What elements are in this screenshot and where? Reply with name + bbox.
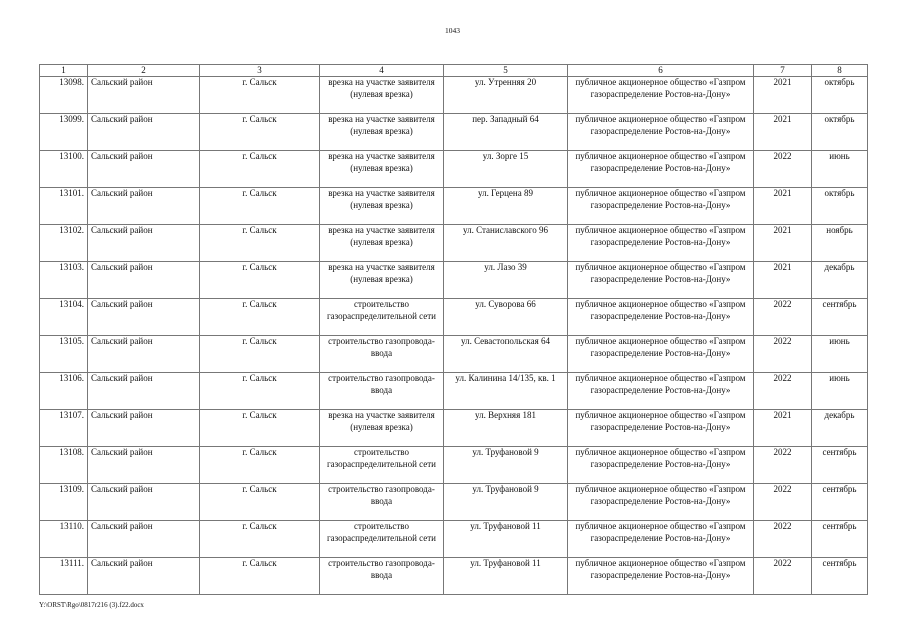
row-number-cell: 13108. bbox=[40, 447, 88, 484]
table-row bbox=[40, 484, 868, 521]
column-header: 4 bbox=[320, 65, 444, 77]
address-cell: ул. Труфановой 11 bbox=[444, 558, 568, 595]
year-cell: 2022 bbox=[754, 558, 812, 595]
work-type-cell: строительство газопровода-ввода bbox=[320, 373, 444, 410]
settlement-cell: г. Сальск bbox=[200, 151, 320, 188]
district-cell: Сальский район bbox=[88, 77, 200, 114]
table-row bbox=[40, 410, 868, 447]
district-cell: Сальский район bbox=[88, 484, 200, 521]
gasification-table bbox=[39, 64, 868, 595]
month-cell: сентябрь bbox=[812, 521, 868, 558]
work-type-cell: строительство газораспределительной сети bbox=[320, 299, 444, 336]
column-header: 7 bbox=[754, 65, 812, 77]
row-number-cell: 13111. bbox=[40, 558, 88, 595]
year-cell: 2021 bbox=[754, 77, 812, 114]
district-cell: Сальский район bbox=[88, 225, 200, 262]
table-row bbox=[40, 188, 868, 225]
district-cell: Сальский район bbox=[88, 262, 200, 299]
settlement-cell: г. Сальск bbox=[200, 447, 320, 484]
organization-cell: публичное акционерное общество «Газпром газораспределение Ростов-на-Дону» bbox=[568, 447, 754, 484]
address-cell: ул. Лазо 39 bbox=[444, 262, 568, 299]
column-header: 5 bbox=[444, 65, 568, 77]
settlement-cell: г. Сальск bbox=[200, 521, 320, 558]
work-type-cell: врезка на участке заявителя (нулевая врезка) bbox=[320, 410, 444, 447]
address-cell: ул. Труфановой 9 bbox=[444, 484, 568, 521]
address-cell: ул. Труфановой 9 bbox=[444, 447, 568, 484]
file-path-footer: Y:\ORST\Rgo\0817r216 (3).f22.docx bbox=[39, 601, 144, 609]
work-type-cell: врезка на участке заявителя (нулевая врезка) bbox=[320, 188, 444, 225]
address-cell: ул. Зорге 15 bbox=[444, 151, 568, 188]
row-number-cell: 13106. bbox=[40, 373, 88, 410]
table-row bbox=[40, 225, 868, 262]
table-row bbox=[40, 558, 868, 595]
row-number-cell: 13107. bbox=[40, 410, 88, 447]
year-cell: 2022 bbox=[754, 151, 812, 188]
district-cell: Сальский район bbox=[88, 151, 200, 188]
year-cell: 2022 bbox=[754, 336, 812, 373]
district-cell: Сальский район bbox=[88, 447, 200, 484]
column-header: 8 bbox=[812, 65, 868, 77]
row-number-cell: 13100. bbox=[40, 151, 88, 188]
district-cell: Сальский район bbox=[88, 188, 200, 225]
address-cell: ул. Верхняя 181 bbox=[444, 410, 568, 447]
organization-cell: публичное акционерное общество «Газпром газораспределение Ростов-на-Дону» bbox=[568, 114, 754, 151]
work-type-cell: врезка на участке заявителя (нулевая врезка) bbox=[320, 225, 444, 262]
work-type-cell: врезка на участке заявителя (нулевая врезка) bbox=[320, 114, 444, 151]
row-number-cell: 13104. bbox=[40, 299, 88, 336]
month-cell: сентябрь bbox=[812, 558, 868, 595]
address-cell: пер. Западный 64 bbox=[444, 114, 568, 151]
settlement-cell: г. Сальск bbox=[200, 77, 320, 114]
year-cell: 2021 bbox=[754, 262, 812, 299]
organization-cell: публичное акционерное общество «Газпром газораспределение Ростов-на-Дону» bbox=[568, 77, 754, 114]
address-cell: ул. Калинина 14/135, кв. 1 bbox=[444, 373, 568, 410]
work-type-cell: строительство газопровода-ввода bbox=[320, 484, 444, 521]
month-cell: сентябрь bbox=[812, 299, 868, 336]
table-row bbox=[40, 77, 868, 114]
year-cell: 2021 bbox=[754, 114, 812, 151]
address-cell: ул. Труфановой 11 bbox=[444, 521, 568, 558]
work-type-cell: врезка на участке заявителя (нулевая врезка) bbox=[320, 77, 444, 114]
settlement-cell: г. Сальск bbox=[200, 114, 320, 151]
table-body bbox=[40, 77, 868, 595]
settlement-cell: г. Сальск bbox=[200, 188, 320, 225]
year-cell: 2022 bbox=[754, 484, 812, 521]
address-cell: ул. Утренняя 20 bbox=[444, 77, 568, 114]
month-cell: октябрь bbox=[812, 77, 868, 114]
month-cell: июнь bbox=[812, 151, 868, 188]
work-type-cell: строительство газораспределительной сети bbox=[320, 447, 444, 484]
organization-cell: публичное акционерное общество «Газпром газораспределение Ростов-на-Дону» bbox=[568, 262, 754, 299]
table-row bbox=[40, 262, 868, 299]
month-cell: октябрь bbox=[812, 188, 868, 225]
table-row bbox=[40, 336, 868, 373]
work-type-cell: строительство газораспределительной сети bbox=[320, 521, 444, 558]
column-header: 3 bbox=[200, 65, 320, 77]
month-cell: декабрь bbox=[812, 262, 868, 299]
settlement-cell: г. Сальск bbox=[200, 558, 320, 595]
work-type-cell: строительство газопровода-ввода bbox=[320, 336, 444, 373]
table-row bbox=[40, 151, 868, 188]
table-row bbox=[40, 299, 868, 336]
year-cell: 2021 bbox=[754, 225, 812, 262]
district-cell: Сальский район bbox=[88, 299, 200, 336]
page-number: 1043 bbox=[445, 26, 460, 35]
column-header: 2 bbox=[88, 65, 200, 77]
district-cell: Сальский район bbox=[88, 336, 200, 373]
organization-cell: публичное акционерное общество «Газпром газораспределение Ростов-на-Дону» bbox=[568, 484, 754, 521]
row-number-cell: 13110. bbox=[40, 521, 88, 558]
organization-cell: публичное акционерное общество «Газпром газораспределение Ростов-на-Дону» bbox=[568, 373, 754, 410]
month-cell: июнь bbox=[812, 373, 868, 410]
district-cell: Сальский район bbox=[88, 373, 200, 410]
month-cell: октябрь bbox=[812, 114, 868, 151]
work-type-cell: врезка на участке заявителя (нулевая врезка) bbox=[320, 151, 444, 188]
month-cell: сентябрь bbox=[812, 447, 868, 484]
district-cell: Сальский район bbox=[88, 521, 200, 558]
district-cell: Сальский район bbox=[88, 558, 200, 595]
table-row bbox=[40, 447, 868, 484]
row-number-cell: 13101. bbox=[40, 188, 88, 225]
district-cell: Сальский район bbox=[88, 410, 200, 447]
month-cell: декабрь bbox=[812, 410, 868, 447]
work-type-cell: строительство газопровода-ввода bbox=[320, 558, 444, 595]
row-number-cell: 13102. bbox=[40, 225, 88, 262]
settlement-cell: г. Сальск bbox=[200, 299, 320, 336]
settlement-cell: г. Сальск bbox=[200, 336, 320, 373]
address-cell: ул. Герцена 89 bbox=[444, 188, 568, 225]
table-row bbox=[40, 521, 868, 558]
address-cell: ул. Станиславского 96 bbox=[444, 225, 568, 262]
organization-cell: публичное акционерное общество «Газпром газораспределение Ростов-на-Дону» bbox=[568, 410, 754, 447]
organization-cell: публичное акционерное общество «Газпром газораспределение Ростов-на-Дону» bbox=[568, 225, 754, 262]
settlement-cell: г. Сальск bbox=[200, 410, 320, 447]
month-cell: июнь bbox=[812, 336, 868, 373]
organization-cell: публичное акционерное общество «Газпром газораспределение Ростов-на-Дону» bbox=[568, 558, 754, 595]
organization-cell: публичное акционерное общество «Газпром газораспределение Ростов-на-Дону» bbox=[568, 151, 754, 188]
row-number-cell: 13099. bbox=[40, 114, 88, 151]
row-number-cell: 13098. bbox=[40, 77, 88, 114]
table-header-row bbox=[40, 65, 868, 77]
row-number-cell: 13109. bbox=[40, 484, 88, 521]
row-number-cell: 13103. bbox=[40, 262, 88, 299]
year-cell: 2022 bbox=[754, 447, 812, 484]
year-cell: 2022 bbox=[754, 299, 812, 336]
organization-cell: публичное акционерное общество «Газпром газораспределение Ростов-на-Дону» bbox=[568, 521, 754, 558]
table-row bbox=[40, 114, 868, 151]
column-header: 1 bbox=[40, 65, 88, 77]
settlement-cell: г. Сальск bbox=[200, 262, 320, 299]
organization-cell: публичное акционерное общество «Газпром газораспределение Ростов-на-Дону» bbox=[568, 299, 754, 336]
settlement-cell: г. Сальск bbox=[200, 484, 320, 521]
month-cell: ноябрь bbox=[812, 225, 868, 262]
address-cell: ул. Севастопольская 64 bbox=[444, 336, 568, 373]
month-cell: сентябрь bbox=[812, 484, 868, 521]
row-number-cell: 13105. bbox=[40, 336, 88, 373]
year-cell: 2021 bbox=[754, 410, 812, 447]
district-cell: Сальский район bbox=[88, 114, 200, 151]
table-row bbox=[40, 373, 868, 410]
organization-cell: публичное акционерное общество «Газпром газораспределение Ростов-на-Дону» bbox=[568, 188, 754, 225]
year-cell: 2021 bbox=[754, 188, 812, 225]
settlement-cell: г. Сальск bbox=[200, 373, 320, 410]
organization-cell: публичное акционерное общество «Газпром газораспределение Ростов-на-Дону» bbox=[568, 336, 754, 373]
address-cell: ул. Суворова 66 bbox=[444, 299, 568, 336]
year-cell: 2022 bbox=[754, 373, 812, 410]
work-type-cell: врезка на участке заявителя (нулевая врезка) bbox=[320, 262, 444, 299]
settlement-cell: г. Сальск bbox=[200, 225, 320, 262]
year-cell: 2022 bbox=[754, 521, 812, 558]
column-header: 6 bbox=[568, 65, 754, 77]
